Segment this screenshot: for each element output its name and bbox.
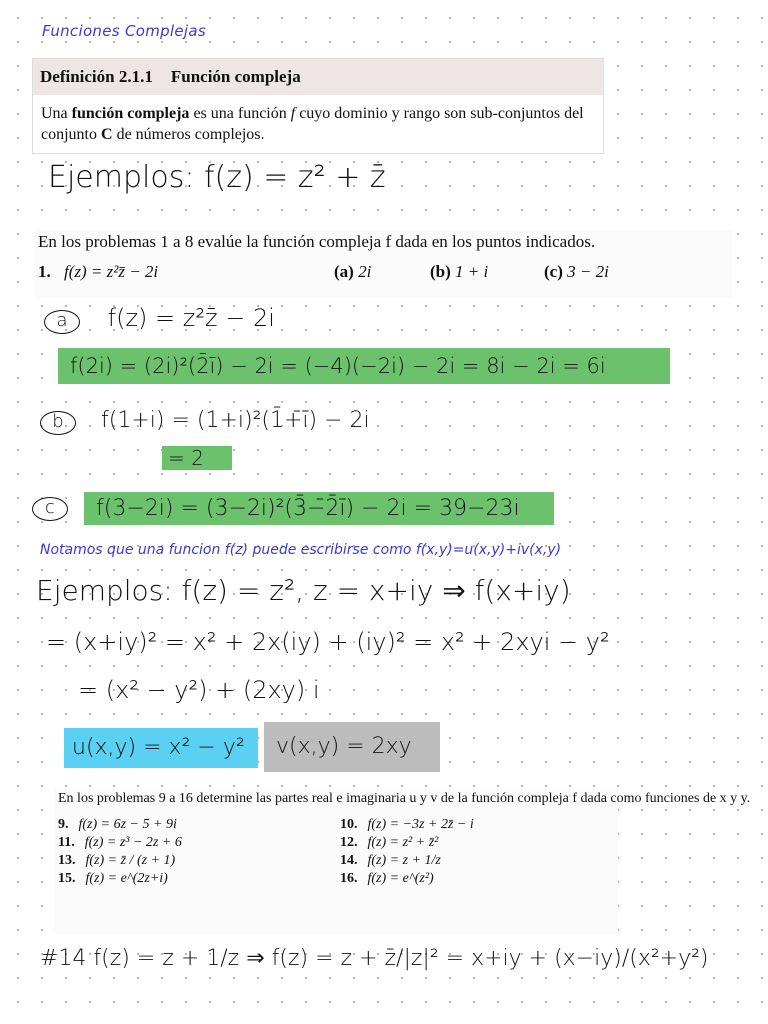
problem-11: 11. f(z) = z³ − 2z + 6 [58,835,182,850]
problems-1-8-intro: En los problemas 1 a 8 evalúe la función compleja f dada en los puntos indicados. [38,232,596,251]
label-circle-c: c [32,497,68,521]
blue-note: Notamos que una funcion f(z) puede escribirse como f(x,y)=u(x,y)+iv(x,y) [40,542,562,558]
solution-a-line1 [44,304,275,334]
definition-term: función compleja [71,105,190,122]
problems-1-8-block [34,230,732,298]
definition-text: Una [41,105,72,122]
solution-a-result: f(2i) = (2i)²(2̄ī) − 2i = (−4)(−2i) − 2i = 8i − 2i = 6i [58,348,670,384]
solution-b-expression: f(1+i) = (1+i)²(1̄+̄ī) − 2i [101,408,370,433]
problems-9-16-block [54,788,751,934]
problem-14: 14. f(z) = z + 1/z [340,853,441,868]
note-title: Funciones Complejas [42,22,206,40]
problems-9-16-list [58,817,614,887]
problems-9-16-intro: En los problemas 9 a 16 determine las partes real e imaginaria u y v de la función compleja f dada como funciones de x y y. [58,791,751,806]
solution-b-result: = 2 [162,446,232,470]
problem-1-number: 1. [38,262,51,281]
point-a: (a) 2i [334,262,372,281]
definition-text: es una función [189,105,291,122]
solution-14: #14 f(z) = z + 1/z ⇒ f(z) = z + z̄/|z|² = x+iy + (x−iy)/(x²+y²) [40,946,709,971]
example-2-line1: Ejemplos: f(z) = z², z = x+iy ⇒ f(x+iy) [36,574,571,607]
definition-text: de números complejos. [112,126,265,143]
problem-1-function: f(z) = z²z̄ − 2i [64,262,159,281]
solution-b-line1 [40,408,370,435]
problem-10: 10. f(z) = −3z + 2z̄ − i [340,817,474,832]
definition-header [33,59,603,95]
label-circle-b: b [40,411,76,435]
problem-12: 12. f(z) = z² + z̄² [340,835,439,850]
solution-a-expression: f(z) = z²z̄ − 2i [107,304,275,332]
point-b: (b) 1 + i [430,262,489,281]
problem-16: 16. f(z) = e^(z²) [340,871,434,886]
definition-C: C [101,126,113,143]
problem-13: 13. f(z) = z̄ / (z + 1) [58,853,176,868]
problem-15: 15. f(z) = e^(2z+i) [58,871,168,886]
example-2-line3: = (x² − y²) + (2xy) i [78,676,320,704]
definition-f: f [290,105,296,122]
problem-1 [38,262,728,282]
example-1: Ejemplos: f(z) = z² + z̄ [48,160,386,195]
definition-text: cuyo dominio y rango son sub-conjuntos del conjunto [41,105,584,143]
label-circle-a: a [44,310,80,334]
definition-name: Función compleja [170,67,301,86]
definition-box [32,58,604,154]
example-2-line2: = (x+iy)² = x² + 2x(iy) + (iy)² = x² + 2xyi − y² [46,628,610,656]
solution-c-line [32,492,554,525]
definition-body [33,95,603,145]
u-function: u(x,y) = x² − y² [64,728,258,768]
point-c: (c) 3 − 2i [544,262,609,281]
problem-9: 9. f(z) = 6z − 5 + 9i [58,817,177,832]
solution-c-expression: f(3−2i) = (3−2i)²(3̄−̄2̄ī) − 2i = 39−23i [84,492,554,525]
v-function: v(x,y) = 2xy [264,722,440,772]
definition-number: Definición 2.1.1 [40,67,153,86]
